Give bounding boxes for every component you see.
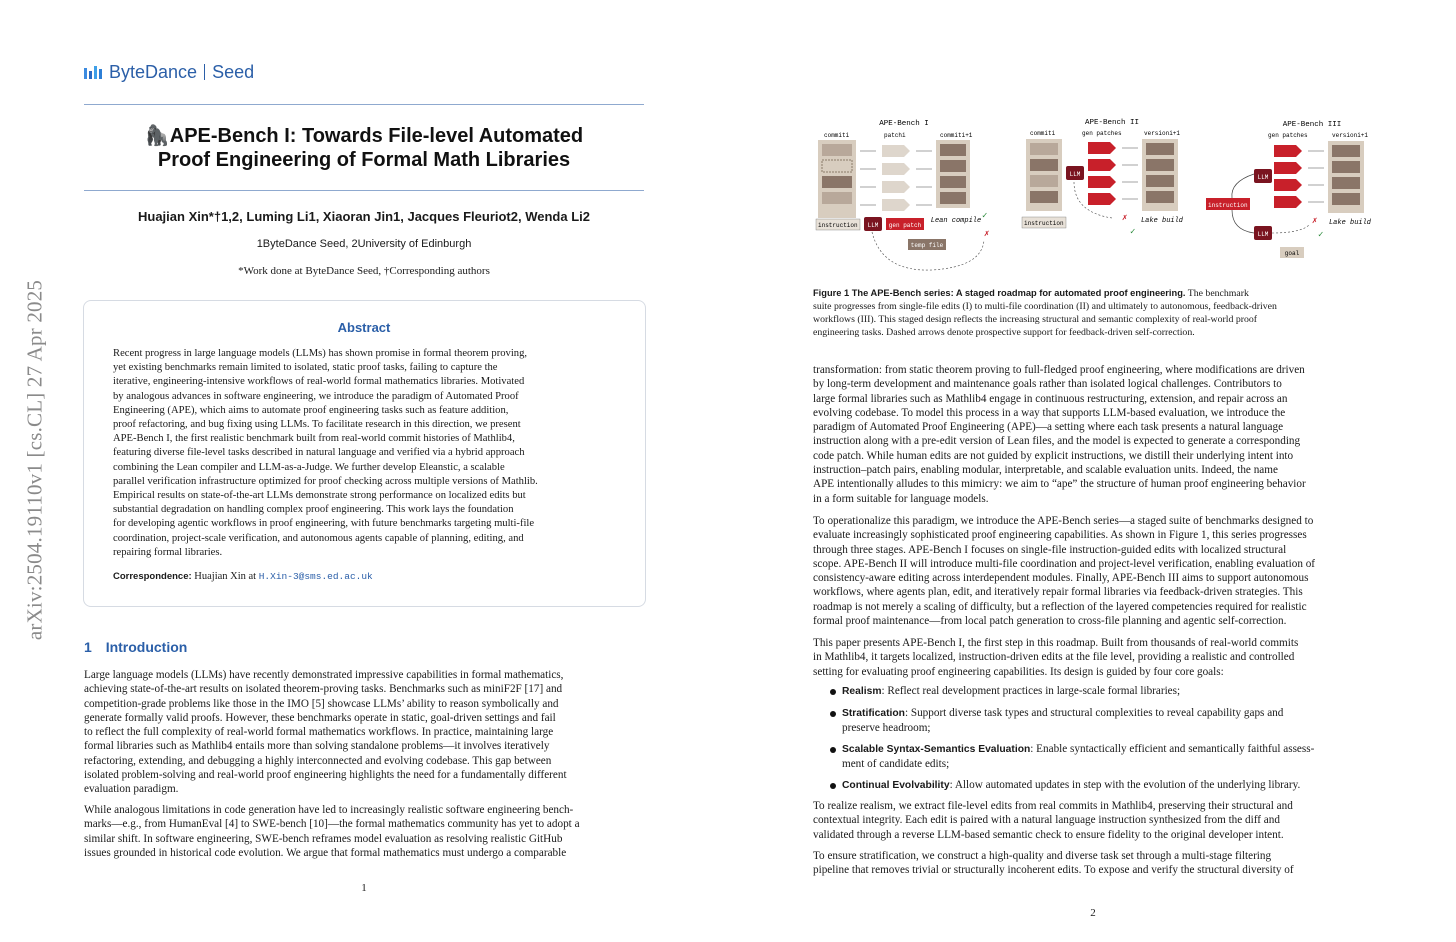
body-line: validated through a reverse LLM-based semantic check to ensure fidelity to the original developer intent. — [813, 828, 1284, 841]
bullet-dot — [830, 689, 836, 695]
p2-gen-patches-label: gen patches — [1082, 130, 1122, 137]
intro-line: marks—e.g., from HumanEval [4] to SWE-bench [10]—the formal mathematics community has yet to adopt a — [84, 818, 580, 831]
intro-line: issues grounded in historical code evolution. We argue that formal mathematics must undergo a comparable — [84, 846, 567, 859]
body-line: APE intentionally alludes to this mimicry: we aim to “ape” the structure of human proof engineering behavior — [813, 478, 1306, 491]
affiliations: 1ByteDance Seed, 2University of Edinburgh — [256, 238, 472, 250]
body-line: To realize realism, we extract file-level edits from real commits in Mathlib4, preserving their structural and — [813, 800, 1293, 812]
bullet-item — [842, 684, 1373, 699]
p2-llm-label: LLM — [1069, 171, 1081, 178]
abstract-line: by analogous advances in software engineering, we introduce the paradigm of Automated Proof — [113, 390, 519, 402]
title-line-2: Proof Engineering of Formal Math Libraries — [157, 149, 571, 171]
abstract-line: Engineering (APE), which aims to automate proof engineering tasks such as feature addition, — [113, 404, 509, 416]
bullet-text: ment of candidate edits; — [842, 758, 950, 771]
bullet-item — [842, 778, 1373, 793]
bullet-label: Stratification — [842, 708, 905, 719]
abstract-heading: Abstract — [337, 320, 391, 335]
p3-llm-label: LLM — [1257, 174, 1269, 181]
intro-line: isolated problem-solving and real-world proof engineering highlights the need for a fundamentally different — [84, 769, 567, 782]
p2-para-5 — [813, 849, 1373, 878]
abstract-line: parallel verification infrastructure optimized for proof checking across multiple versions of Mathlib. — [113, 475, 538, 487]
p1-commit-next-label: commiti+1 — [940, 132, 973, 139]
bullet-label: Scalable Syntax-Semantics Evaluation — [842, 744, 1031, 755]
caption-line: suite progresses from single-file edits (I) to multi-file coordination (II) and ultimately to autonomous, feedback-driven — [813, 301, 1277, 312]
intro-title: Introduction — [105, 639, 188, 655]
intro-line: generate formally valid proofs. However, these benchmarks operate in static, goal-driven settings and fail — [84, 711, 556, 724]
abstract-line: substantial degradation on handling complex proof engineering. This work lays the foundation — [113, 504, 514, 516]
correspondence-label: Correspondence: — [113, 571, 192, 582]
bullet-dot — [830, 711, 836, 717]
intro-line: achieving state-of-the-art results on isolated theorem-proving tasks. Benchmarks such as miniF2F [17] and — [84, 683, 563, 696]
paper-title — [84, 124, 644, 172]
bullet-item — [842, 706, 1373, 736]
correspondence-name: Huajian Xin at — [194, 571, 257, 582]
p3-llm2-label: LLM — [1257, 231, 1269, 238]
body-line: pipeline that removes trivial or structurally incoherent edits. To expose and verify the structural diversity of — [813, 864, 1294, 877]
p3-cross-icon: ✗ — [1312, 216, 1318, 226]
body-line: instruction along with a pre-edit version of Lean files, and the model is expected to generate a corresponding — [813, 435, 1301, 448]
abstract-line: featuring diverse file-level tasks described in natural language and verified via a hybrid approach — [113, 447, 525, 459]
title-rule — [84, 190, 644, 191]
bullet-text: : Support diverse task types and structural complexities to reveal capability gaps and — [904, 707, 1284, 719]
bullet-label: Realism — [842, 686, 882, 697]
intro-line: to reflect the full complexity of real-world formal mathematics workflows. In practice, maintaining large — [84, 726, 554, 739]
body-line: This paper presents APE-Bench I, the first step in this roadmap. Built from thousands of real-world commits — [813, 637, 1299, 649]
p2-para-3 — [813, 636, 1373, 679]
body-line: workflows, where agents plan, edit, and iteratively repair formal libraries via feedback-driven strategies. This — [813, 586, 1303, 599]
body-line: transformation: from static theorem proving to full-fledged proof engineering, where modifications are driven — [813, 364, 1305, 376]
p3-gen-patches-label: gen patches — [1268, 132, 1308, 139]
p3-check-icon: ✓ — [1318, 230, 1324, 240]
body-line: roadmap is not merely a scaling of difficulty, but a reflection of the layered competencies required for realistic — [813, 600, 1307, 613]
body-line: in Mathlib4, it targets localized, instruction-driven edits at the file level, providing a realistic and controlled — [813, 651, 1295, 664]
abstract-line: yet existing benchmarks remain limited to isolated, static proof tasks, failing to capture the — [113, 362, 498, 374]
p2-commit-label: commiti — [1030, 130, 1056, 137]
abstract-line: APE-Bench I, the first realistic benchmark built from real-world commit histories of Mathlib4, — [113, 433, 515, 445]
intro-line: similar shift. In software engineering, SWE-bench reframes model evaluation as resolving realistic GitHub — [84, 832, 563, 845]
p2-red-patches — [1088, 142, 1116, 205]
p3-lake-build-label: Lake build — [1328, 219, 1372, 227]
intro-number: 1 — [84, 639, 92, 655]
bullet-item — [842, 742, 1373, 772]
body-line: evolving codebase. To model this process in a way that supports LLM-based evaluation, we introduce the — [813, 406, 1286, 419]
p3-instruction-label: instruction — [1208, 202, 1248, 209]
body-line: large formal libraries such as Mathlib4 engage in continuous restructuring, extension, and repair across an — [813, 392, 1288, 405]
bullet-text: : Allow automated updates in step with the evolution of the underlying library. — [949, 779, 1301, 791]
body-line: contextual integrity. Each edit is paired with a natural language instruction synthesized from the diff and — [813, 814, 1280, 827]
abstract-body — [113, 347, 616, 560]
p1-temp-file-label: temp file — [910, 242, 944, 249]
brand-divider — [204, 64, 205, 80]
figure-caption — [813, 287, 1373, 339]
p2-para-4 — [813, 799, 1373, 842]
p2-version-label: versioni+1 — [1144, 130, 1181, 137]
correspondence-email[interactable]: H.Xin-3@sms.ed.ac.uk — [258, 571, 373, 582]
abstract-line: iterative, engineering-intensive workflows of real-world formal mathematics libraries. Motivated — [113, 376, 525, 388]
abstract-line: Empirical results on state-of-the-art LLMs demonstrate strong performance on localized edits but — [113, 490, 526, 502]
bullet-text: preserve headroom; — [842, 722, 931, 735]
intro-line: formal libraries such as Mathlib4 entails more than solving standalone problems—it involves iteratively — [84, 740, 550, 753]
panel-3-title: APE-Bench III — [1282, 121, 1342, 129]
bullet-dot — [830, 783, 836, 789]
p3-goal-label: goal — [1284, 250, 1300, 257]
body-line: To ensure stratification, we construct a high-quality and diverse task set through a multi-stage filtering — [813, 850, 1272, 862]
intro-para-2 — [84, 803, 644, 860]
body-line: consistency-aware editing across interdependent modules. Finally, APE-Bench III aims to support autonomous — [813, 572, 1309, 585]
p1-cross-icon: ✗ — [984, 229, 990, 239]
arxiv-stamp — [20, 255, 50, 665]
abstract-line: combining the Lean compiler and LLM-as-a-Judge. We further develop Eleanstic, a scalable — [113, 461, 505, 473]
p1-commit-label: commiti — [824, 132, 850, 139]
caption-line: engineering tasks. Dashed arrows denote prospective support for feedback-driven self-correction. — [813, 327, 1195, 338]
p3-version-label: versioni+1 — [1332, 132, 1369, 139]
p1-llm-label: LLM — [867, 222, 879, 229]
intro-heading — [84, 639, 187, 655]
intro-line: While analogous limitations in code generation have led to increasingly realistic software engineering bench- — [84, 804, 574, 816]
caption-line: workflows (III). This staged design reflects the increasing structural and semantic complexity of real-world proof — [813, 314, 1258, 325]
body-line: through three stages. APE-Bench I focuses on single-file instruction-guided edits with localized structural — [813, 543, 1287, 556]
bullet-text: : Reflect real development practices in large-scale formal libraries; — [881, 685, 1181, 697]
arxiv-stamp-text: arXiv:2504.19110v1 [cs.CL] 27 Apr 2025 — [22, 279, 47, 641]
author-note: *Work done at ByteDance Seed, †Corresponding authors — [238, 265, 490, 277]
abstract-line: Recent progress in large language models (LLMs) has shown promise in formal theorem proving, — [113, 348, 528, 359]
p2-check-icon: ✓ — [1130, 227, 1136, 237]
intro-line: refactoring, extending, and debugging a highly interconnected and evolving codebase. This gap between — [84, 754, 552, 767]
body-line: instruction–patch pairs, enabling modular, interpretable, and scalable evaluation units. Indeed, the name — [813, 464, 1278, 477]
abstract-line: coordination, project-scale verification, and autonomous agents capable of planning, editing, and — [113, 532, 524, 544]
p2-para-1 — [813, 363, 1373, 506]
body-line: formal proof maintenance—from local patch generation to cross-file planning and agentic self-correction. — [813, 615, 1287, 628]
p1-lean-compile-label: Lean compile — [930, 217, 982, 225]
body-line: setting for evaluating proof engineering capabilities. Its design is guided by four core goals: — [813, 665, 1224, 678]
intro-line: Large language models (LLMs) have recently demonstrated impressive capabilities in formal mathematics, — [84, 669, 564, 681]
p2-cross-icon: ✗ — [1122, 213, 1128, 223]
authors: Huajian Xin*†1,2, Luming Li1, Xiaoran Jin1, Jacques Fleuriot2, Wenda Li2 — [138, 209, 590, 224]
page-number-2: 2 — [1090, 907, 1096, 919]
correspondence — [113, 571, 373, 582]
bullet-dot — [830, 747, 836, 753]
panel-1-title: APE-Bench I — [879, 120, 929, 128]
p2-para-2 — [813, 514, 1373, 628]
body-line: evaluate increasingly sophisticated proof engineering capabilities. As shown in Figure 1, this series progresses — [813, 529, 1307, 542]
p1-patch-label: patchi — [884, 132, 906, 139]
body-line: scope. APE-Bench II will introduce multi-file coordination and project-level verification, enabling evaluation of — [813, 557, 1316, 570]
brand-sub: Seed — [212, 61, 255, 82]
panel-2-title: APE-Bench II — [1084, 119, 1140, 127]
intro-line: competition-grade problems like those in the IMO [5] showcase LLMs’ ability to reason symbolically and — [84, 697, 559, 710]
body-line: paradigm of Automated Proof Engineering (APE)—a setting where each task presents a natural language — [813, 421, 1284, 434]
caption-line: The benchmark — [1187, 288, 1249, 299]
p1-gen-patch-label: gen patch — [888, 222, 922, 229]
abstract-line: for developing agentic workflows in proof engineering, with future benchmarks targeting multi-file — [113, 518, 535, 530]
brand-logo — [84, 61, 254, 83]
p3-red-patches — [1274, 145, 1302, 208]
body-line: in a form suitable for language models. — [813, 492, 989, 505]
body-line: code patch. While human edits are not guided by explicit instructions, we distill their underlying intent into — [813, 449, 1294, 462]
bullet-text: : Enable syntactically efficient and semantically faithful assess- — [1030, 743, 1315, 755]
body-line: by long-term development and maintenance goals rather than isolated logical challenges. Contributors to — [813, 378, 1282, 391]
body-line: To operationalize this paradigm, we introduce the APE-Bench series—a staged suite of benchmarks designed to — [813, 515, 1314, 527]
caption-title: Figure 1 The APE-Bench series: A staged roadmap for automated proof engineering. — [813, 288, 1186, 298]
p2-instruction-label: instruction — [1024, 220, 1064, 227]
bullet-label: Continual Evolvability — [842, 780, 950, 791]
abstract-line: repairing formal libraries. — [113, 546, 223, 558]
header-rule — [84, 104, 644, 105]
intro-para-1 — [84, 668, 644, 797]
title-line-1: 🦍APE-Bench I: Towards File-level Automated — [144, 125, 584, 147]
abstract-line: proof refactoring, and bug fixing using LLMs. To facilitate research in this direction, we present — [113, 419, 521, 431]
figure-1 — [812, 112, 1374, 282]
page-number-1: 1 — [361, 882, 367, 894]
p1-check-icon: ✓ — [982, 211, 988, 221]
brand-name: ByteDance — [109, 61, 198, 82]
intro-line: evaluation paradigm. — [84, 783, 179, 796]
p1-patch-arrows — [882, 145, 910, 211]
p1-instruction-label: instruction — [818, 222, 858, 229]
p2-lake-build-label: Lake build — [1140, 217, 1184, 225]
bytedance-logo-icon — [84, 64, 104, 80]
